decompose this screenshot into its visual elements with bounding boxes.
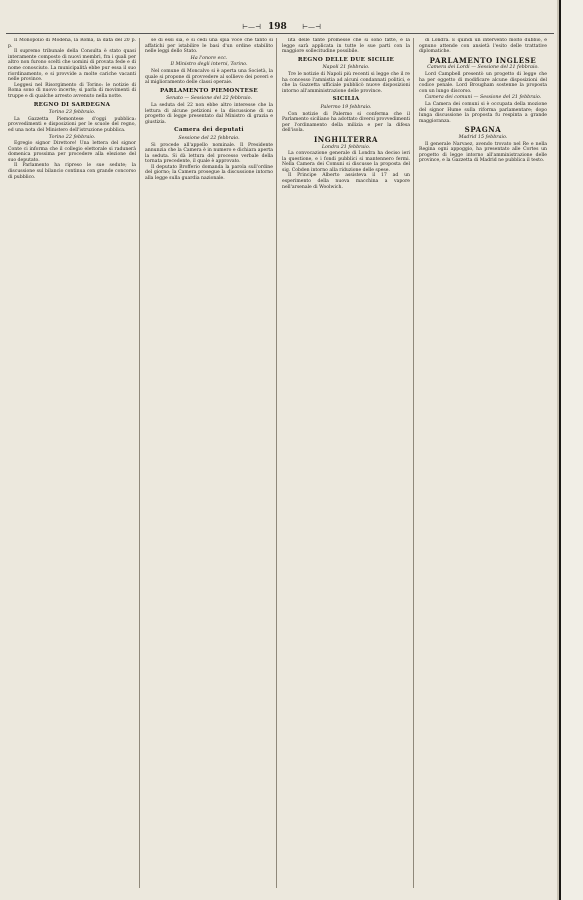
article-paragraph: La Camera dei comuni si è occupata della mozione del signor Hume sulla riforma parlamentare; dopo lunga discussione la proposta fu respinta a grande maggioranza. — [419, 101, 547, 124]
article-paragraph: Tre le notizie di Napoli più recenti si legge che il re ha concesso l'amnistia ad alcuni condannati politici, e che la Gazzetta ufficiale pubblicò nuove disposizioni intorno all'amministrazione delle province. — [282, 71, 410, 94]
section-heading: INGHILTERRA — [313, 134, 379, 144]
header-rule — [6, 33, 554, 34]
dateline: Sessione del 22 febbraio. — [178, 135, 240, 141]
article-paragraph: Il Monopolio di Modena, la Roma, la data del 20 p. p. — [8, 38, 136, 49]
section-heading: PARLAMENTO PIEMONTESE — [160, 87, 258, 94]
section-heading: REGNO DI SARDEGNA — [33, 101, 111, 108]
dateline: Londra 21 febbraio. — [321, 144, 371, 150]
article-paragraph: di Londra. È quindi un intervento molto dubbio, e ognuno attende con ansietà l'esito delle trattative diplomatiche. — [419, 38, 547, 55]
column-3 — [282, 38, 410, 890]
column-separator — [139, 38, 140, 888]
section-heading: Camera dei deputati — [174, 127, 244, 134]
dateline: Napoli 21 febbraio. — [322, 65, 370, 71]
column-2 — [145, 38, 273, 890]
column-1 — [8, 38, 136, 890]
article-paragraph: Con notizie di Palermo si conferma che il Parlamento siciliano ha adottato diversi provvedimenti per l'ordinamento della milizia e per la difesa dell'isola. — [282, 111, 410, 134]
article-paragraph: lità delle tante promesse che si sono fatte, e la legge sarà applicata in tutte le sue parti con la maggiore sollecitudine possibile. — [282, 38, 410, 55]
article-paragraph: Lord Campbell presentò un progetto di legge che ha per oggetto di modificare alcune disposizioni del codice penale. Lord Brougham sostenne la proposta con un lungo discorso. — [419, 71, 547, 94]
dateline: Palermo 19 febbraio. — [320, 104, 372, 110]
column-separator — [276, 38, 277, 888]
column-separator — [413, 38, 414, 888]
article-paragraph: Il deputato Brofferio domanda la parola sull'ordine del giorno; la Camera prosegue la discussione intorno alla legge sulla guardia nazionale. — [145, 164, 273, 182]
dateline: Senato — Sessione del 22 febbraio. — [165, 96, 253, 102]
article-paragraph: Il generale Narvaez, avendo trovato nel Re e nella Regina ogni appoggio, ha presentato alle Cortes un progetto di legge intorno all'amministrazione delle province, e la Gazzetta di Madrid ne pubblica il testo. — [419, 141, 547, 164]
article-paragraph: Il supremo tribunale della Consulta è stato quasi interamente composto di nuovi membri, fra i quali per altro non furono scelti che uomini di provata fede e di nome conosciuto. La municipalità ebbe pur essa il suo riordinamento, e si provvide a molte cariche vacanti nelle province. — [8, 49, 136, 83]
article-paragraph: La seduta del 22 non ebbe altro interesse che la lettura di alcune petizioni e la discussione di un progetto di legge presentato dal Ministro di grazia e giustizia. — [145, 102, 273, 125]
article-paragraph: Si procede all'appello nominale. Il Presidente annunzia che la Camera è in numero e dichiara aperta la seduta. Si dà lettura del processo verbale della tornata precedente, il quale è approvato. — [145, 142, 273, 165]
article-paragraph: Nel comune di Moncalvo si è aperta una Società, la quale si propone di provvedere al sollievo dei poveri e al miglioramento delle classi operaie. — [145, 68, 273, 86]
article-paragraph: Egregio signor Direttore! Una lettera del signor Conte ci informa che il collegio elettorale si radunerà domenica prossima per procedere alla elezione del suo deputato. — [8, 141, 136, 163]
adjacent-page-edge — [559, 0, 583, 900]
dateline: Camera dei comuni — Sessione del 21 febbraio. — [424, 95, 542, 101]
section-heading: REGNO DELLE DUE SICILIE — [297, 56, 395, 63]
article-paragraph: Il Principe Alberto assisteva il 17 ad un esperimento della nuova macchina a vapore nell'arsenale di Woolwich. — [282, 173, 410, 190]
page-number: 198 — [268, 22, 287, 32]
dateline: Torino 22 febbraio. — [48, 134, 96, 140]
section-heading: SICILIA — [332, 96, 360, 103]
article-paragraph: se di essi sia, e si cedi una spia voce che tanto si affatichi per istabilire le basi d'un ordine stabilito nelle leggi dello Stato. — [145, 38, 273, 55]
dateline: Camera dei Lordi — Sessione del 21 febbraio. — [427, 65, 539, 71]
dateline: Torino 23 febbraio. — [48, 110, 96, 116]
section-heading: SPAGNA — [464, 125, 502, 135]
article-paragraph: Leggesi nel Risorgimento di Torino: le notizie di Roma sono di nuovo incerte; si parla di movimenti di truppe e di qualche arresto avvenuto nella notte. — [8, 82, 136, 99]
header-ornament-right: ⊢—⊣ — [302, 23, 322, 31]
article-paragraph: La convocazione generale di Londra ha deciso ieri la questione, e i fondi pubblici si mantennero fermi. Nella Camera dei Comuni si discusse la proposta del sig. Cobden intorno alla riduzione delle spese. — [282, 151, 410, 173]
article-paragraph: La Gazzetta Piemontese d'oggi pubblica: provvedimenti e disposizioni per le scuole del regno, ed una nota del Ministero dell'istruzione pubblica. — [8, 116, 136, 133]
page-header — [6, 22, 554, 32]
column-4 — [419, 38, 547, 890]
article-paragraph: Il Parlamento ha ripreso le sue sedute; la discussione sul bilancio continua con grande concorso di pubblico. — [8, 163, 136, 180]
dateline: Ha l'onore ecc. — [190, 55, 228, 61]
dateline: Il Ministro degli interni, Torino. — [170, 62, 248, 68]
dateline: Madrid 15 febbraio. — [458, 134, 508, 140]
section-heading: PARLAMENTO INGLESE — [429, 55, 537, 65]
header-ornament-left: ⊢—⊣ — [242, 23, 262, 31]
